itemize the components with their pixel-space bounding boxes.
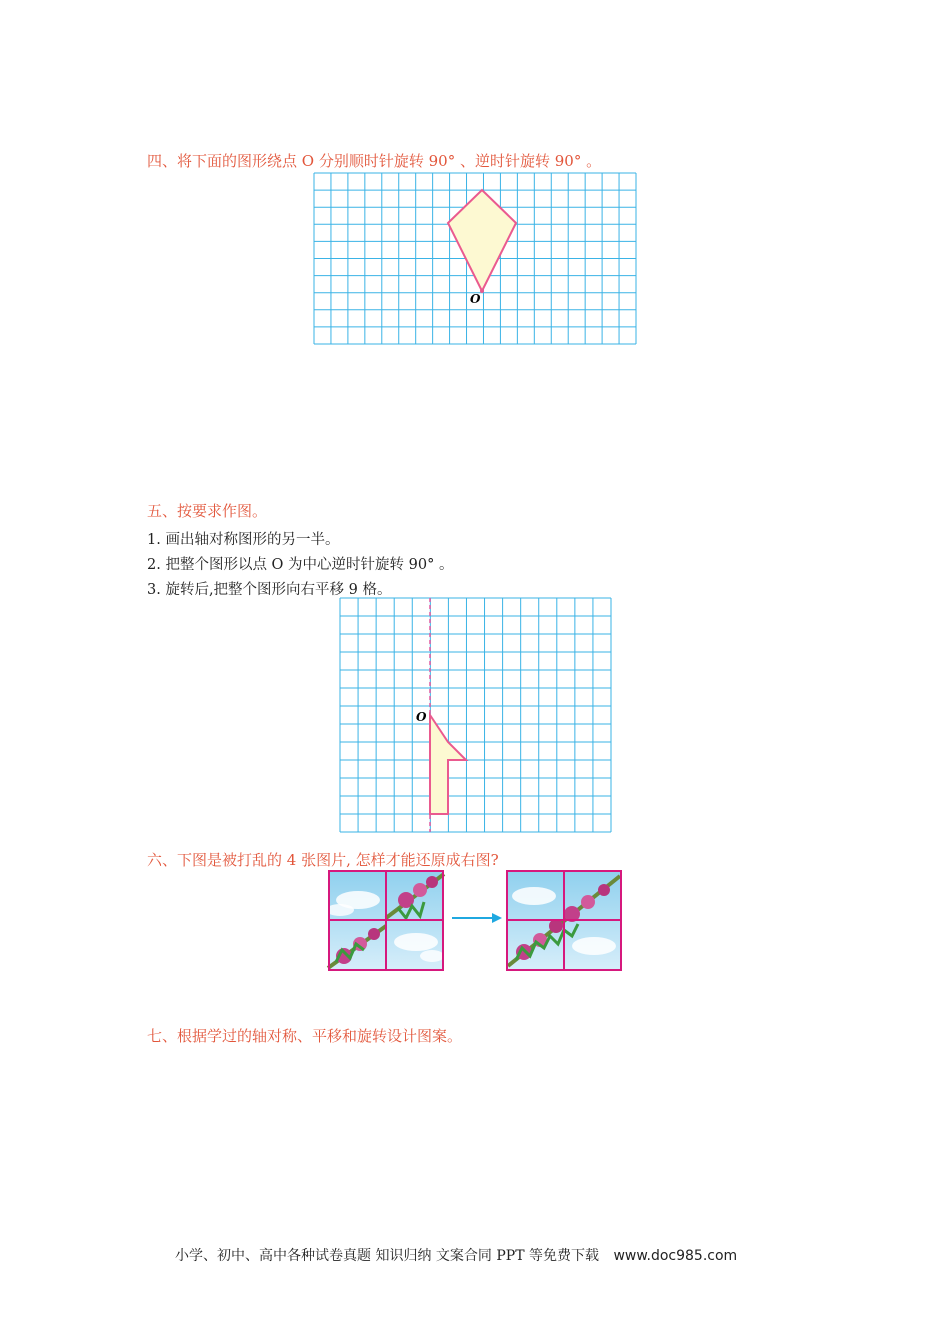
footer-url[interactable]: www.doc985.com: [613, 1248, 738, 1264]
section6-heading: 六、下图是被打乱的 4 张图片, 怎样才能还原成右图?: [147, 851, 499, 869]
point-o-label: O: [416, 710, 427, 724]
grid-figure-2: [340, 598, 611, 832]
point-o-label: O: [470, 292, 481, 306]
scrambled-picture: [328, 870, 444, 971]
arrow-right-icon: [452, 912, 502, 924]
footer: [175, 1245, 737, 1265]
section7-heading: 七、根据学过的轴对称、平移和旋转设计图案。: [147, 1027, 463, 1045]
grid-lines: [340, 598, 611, 832]
section4-heading: 四、将下面的图形绕点 O 分别顺时针旋转 90° 、逆时针旋转 90° 。: [147, 152, 602, 170]
restored-picture: [506, 870, 622, 971]
section5-item-1: 1. 画出轴对称图形的另一半。: [147, 532, 340, 548]
footer-text: 小学、初中、高中各种试卷真题 知识归纳 文案合同 PPT 等免费下载: [175, 1248, 599, 1264]
rotation-point: [480, 289, 484, 293]
section5-heading: 五、按要求作图。: [147, 502, 268, 520]
section5-item-2: 2. 把整个图形以点 O 为中心逆时针旋转 90° 。: [147, 557, 454, 573]
section5-item-3: 3. 旋转后,把整个图形向右平移 9 格。: [147, 582, 392, 598]
grid-figure-1: [314, 173, 636, 344]
